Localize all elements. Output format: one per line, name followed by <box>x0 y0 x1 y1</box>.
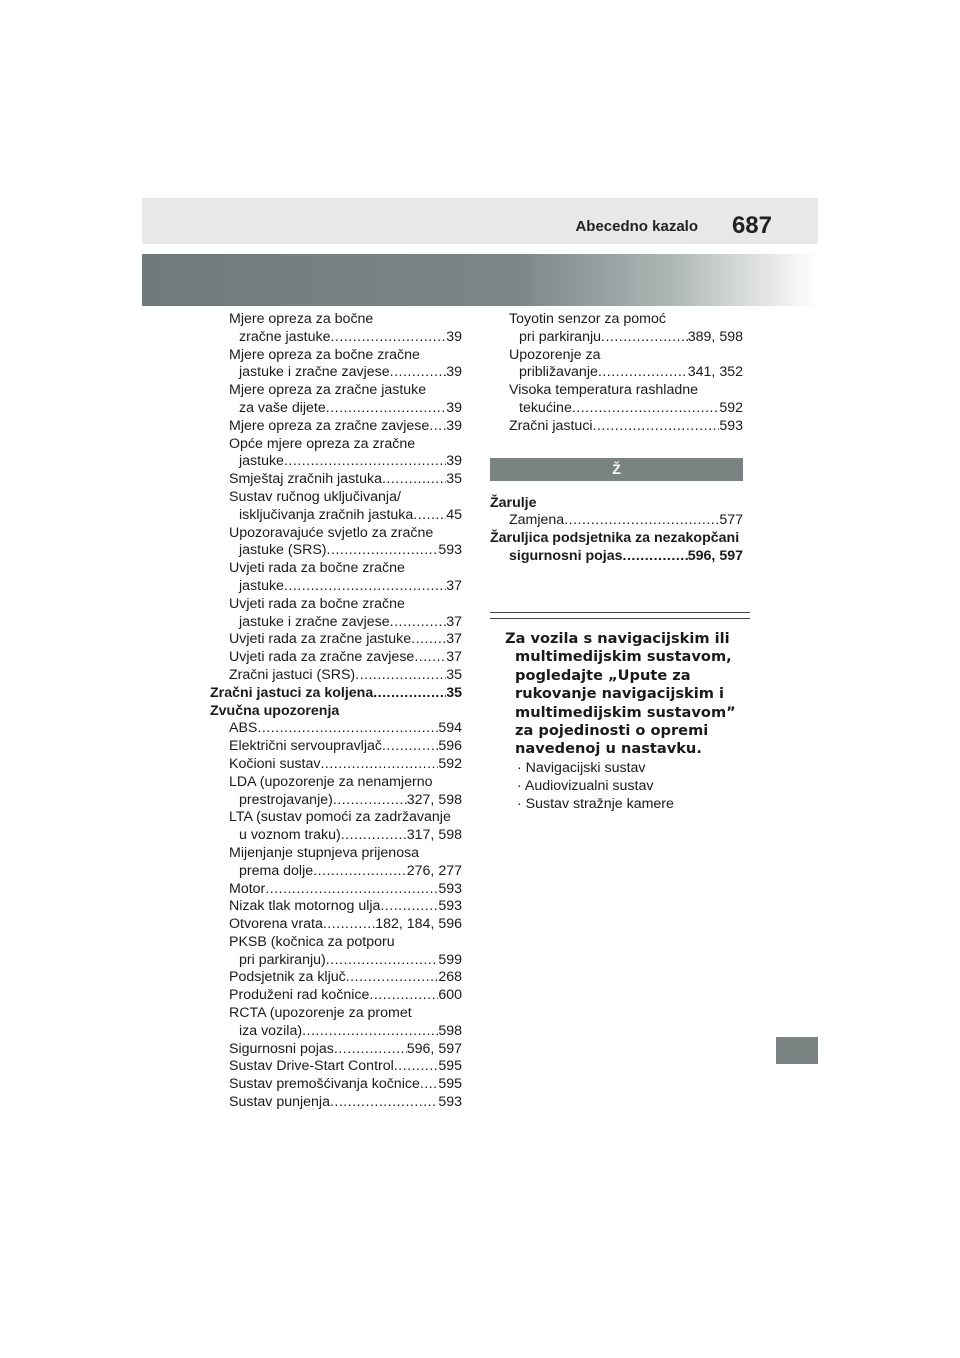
index-entry <box>210 898 462 916</box>
index-entry <box>210 827 462 845</box>
index-entry <box>490 400 743 418</box>
entry-page-ref: 593 <box>438 880 462 897</box>
entry-term: Zračni jastuci za koljena <box>210 684 374 701</box>
entry-page-ref: 595 <box>438 1058 462 1075</box>
leader-dots <box>284 578 446 596</box>
index-heading: Žarulje <box>490 494 537 511</box>
leader-dots <box>257 720 438 738</box>
leader-dots <box>390 614 447 632</box>
index-entry <box>210 1058 462 1076</box>
entry-term: Smještaj zračnih jastuka <box>229 471 382 488</box>
entry-term: Zračni jastuci <box>509 417 593 434</box>
index-heading: Mjere opreza za zračne jastuke <box>229 382 427 399</box>
index-entry <box>210 649 462 667</box>
index-entry <box>210 667 462 685</box>
index-heading: Mijenjanje stupnjeva prijenosa <box>229 844 420 861</box>
entry-page-ref: 593 <box>719 417 743 434</box>
section-title: Abecedno kazalo <box>575 218 698 235</box>
leader-dots <box>333 792 407 810</box>
entry-term: Nizak tlak motornog ulja <box>229 898 381 915</box>
entry-term: u voznom traku) <box>239 827 341 844</box>
index-entry <box>490 364 743 382</box>
leader-dots <box>593 418 720 436</box>
entry-term: Uvjeti rada za zračne jastuke <box>229 631 412 648</box>
entry-page-ref: 39 <box>446 399 462 416</box>
index-heading: Visoka temperatura rashladne <box>509 382 699 399</box>
entry-page-ref: 35 <box>446 471 462 488</box>
leader-dots <box>373 685 446 703</box>
leader-dots <box>284 453 446 471</box>
entry-page-ref: 327, 598 <box>406 791 462 808</box>
note-text: Za vozila s navigacijskim ili multimedijskim sustavom, pogledajte „Upute za rukovanje navigacijskim i multimedijskim sustavom” za pojedinosti o opremi navedenoj u nastavku. <box>505 630 736 758</box>
index-heading: Mjere opreza za bočne <box>229 311 374 327</box>
entry-term: Zamjena <box>509 512 565 529</box>
entry-term: jastuke (SRS) <box>239 542 327 559</box>
navigation-note <box>505 630 750 813</box>
index-entry <box>490 329 743 347</box>
entry-term: iza vozila) <box>239 1022 303 1039</box>
entry-term: pri parkiranju <box>519 328 602 345</box>
leader-dots <box>598 364 688 382</box>
entry-term: Električni servoupravljač <box>229 738 382 755</box>
entry-term: sigurnosni pojas <box>509 547 623 564</box>
entry-term: jastuke i zračne zavjese <box>239 364 390 381</box>
index-heading: Upozoravajuće svjetlo za zračne <box>229 524 434 541</box>
leader-dots <box>369 987 438 1005</box>
index-entry <box>210 720 462 738</box>
index-entry <box>210 471 462 489</box>
leader-dots <box>411 631 446 649</box>
entry-term: jastuke <box>239 453 284 470</box>
entry-page-ref: 276, 277 <box>406 862 462 879</box>
entry-term: Sustav premošćivanja kočnice <box>229 1076 420 1093</box>
entry-page-ref: 599 <box>438 951 462 968</box>
entry-page-ref: 596, 597 <box>406 1040 462 1057</box>
entry-page-ref: 317, 598 <box>406 827 462 844</box>
section-letter-bar: Ž <box>490 458 743 481</box>
leader-dots <box>413 507 446 525</box>
entry-term: Podsjetnik za ključ <box>229 969 346 986</box>
chapter-thumb-tab <box>776 1037 818 1064</box>
entry-term: Uvjeti rada za zračne zavjese <box>229 649 415 666</box>
entry-page-ref: 37 <box>446 631 462 648</box>
leader-dots <box>429 418 446 436</box>
entry-page-ref: 35 <box>446 666 462 683</box>
leader-dots <box>601 329 688 347</box>
entry-term: Produženi rad kočnice <box>229 987 370 1004</box>
leader-dots <box>302 1023 438 1041</box>
entry-page-ref: 39 <box>446 453 462 470</box>
entry-term: isključivanja zračnih jastuka <box>239 506 414 523</box>
index-heading: Mjere opreza za bočne zračne <box>229 346 420 363</box>
index-entry <box>210 1041 462 1059</box>
index-entry <box>490 512 743 530</box>
index-heading: Sustav ručnog uključivanja/ <box>229 488 401 505</box>
entry-page-ref: 593 <box>438 1094 462 1111</box>
index-column-left <box>210 311 462 1112</box>
index-heading: LDA (upozorenje za nenamjerno <box>229 773 433 790</box>
leader-dots <box>334 1041 407 1059</box>
index-entry <box>210 329 462 347</box>
leader-dots <box>313 863 407 881</box>
entry-term: jastuke i zračne zavjese <box>239 613 390 630</box>
index-heading: Upozorenje za <box>509 346 601 363</box>
index-entry <box>210 542 462 560</box>
index-entry <box>210 1076 462 1094</box>
index-entry <box>210 738 462 756</box>
entry-page-ref: 39 <box>446 417 462 434</box>
leader-dots <box>414 649 446 667</box>
index-heading: Uvjeti rada za bočne zračne <box>229 595 405 612</box>
entry-page-ref: 389, 598 <box>687 328 743 345</box>
entry-term: zračne jastuke <box>239 328 331 345</box>
entry-page-ref: 341, 352 <box>687 364 743 381</box>
entry-page-ref: 600 <box>438 987 462 1004</box>
leader-dots <box>346 969 439 987</box>
entry-term: ABS <box>229 720 258 737</box>
leader-dots <box>420 1076 438 1094</box>
entry-term: jastuke <box>239 577 284 594</box>
leader-dots <box>572 400 719 418</box>
entry-term: Otvorena vrata <box>229 916 323 933</box>
entry-term: Motor <box>229 880 266 897</box>
index-entry <box>210 614 462 632</box>
leader-dots <box>382 471 446 489</box>
index-heading: RCTA (upozorenje za promet <box>229 1005 412 1022</box>
page-number: 687 <box>731 212 772 239</box>
index-entry <box>210 1023 462 1041</box>
note-divider <box>490 612 750 619</box>
entry-page-ref: 37 <box>446 613 462 630</box>
entry-page-ref: 594 <box>438 720 462 737</box>
leader-dots <box>326 952 439 970</box>
index-entry <box>210 578 462 596</box>
leader-dots <box>382 738 438 756</box>
index-heading: LTA (sustav pomoći za zadržavanje <box>229 809 451 826</box>
index-heading: Uvjeti rada za bočne zračne <box>229 560 405 577</box>
index-entry <box>210 916 462 934</box>
leader-dots <box>330 1094 438 1112</box>
index-entry <box>210 881 462 899</box>
entry-page-ref: 35 <box>446 684 462 701</box>
entry-page-ref: 39 <box>446 328 462 345</box>
leader-dots <box>265 881 438 899</box>
entry-page-ref: 592 <box>438 755 462 772</box>
index-heading: Žaruljica podsjetnika za nezakopčani <box>490 530 740 547</box>
leader-dots <box>380 898 438 916</box>
entry-page-ref: 596 <box>438 738 462 755</box>
index-entry <box>210 969 462 987</box>
header-gradient-band <box>142 254 818 306</box>
index-heading: Opće mjere opreza za zračne <box>229 435 416 452</box>
entry-page-ref: 45 <box>446 506 462 523</box>
entry-term: tekućine <box>519 399 572 416</box>
index-entry <box>210 631 462 649</box>
note-item: · Audiovizualni sustav <box>517 777 654 794</box>
leader-dots <box>564 512 719 530</box>
index-heading: PKSB (kočnica za potporu <box>229 933 395 950</box>
index-column-right <box>490 311 743 566</box>
entry-page-ref: 593 <box>438 542 462 559</box>
note-item: · Navigacijski sustav <box>517 759 646 776</box>
entry-page-ref: 595 <box>438 1076 462 1093</box>
entry-page-ref: 37 <box>446 649 462 666</box>
entry-page-ref: 268 <box>438 969 462 986</box>
note-item: · Sustav stražnje kamere <box>517 795 674 812</box>
index-entry <box>210 1094 462 1112</box>
leader-dots <box>623 548 688 566</box>
entry-term: prema dolje <box>239 862 314 879</box>
index-entry <box>210 418 462 436</box>
index-entry <box>210 364 462 382</box>
entry-page-ref: 593 <box>438 898 462 915</box>
index-entry <box>210 952 462 970</box>
index-entry <box>210 863 462 881</box>
entry-page-ref: 577 <box>719 512 743 529</box>
entry-term: prestrojavanje) <box>239 791 333 808</box>
entry-term: približavanje <box>519 364 598 381</box>
index-heading: Zvučna upozorenja <box>210 702 340 719</box>
leader-dots <box>341 827 407 845</box>
entry-page-ref: 592 <box>719 399 743 416</box>
entry-term: za vaše dijete <box>239 399 326 416</box>
entry-term: Zračni jastuci (SRS) <box>229 666 356 683</box>
index-entry <box>490 548 743 566</box>
entry-term: pri parkiranju) <box>239 951 326 968</box>
leader-dots <box>390 364 447 382</box>
page-header <box>142 198 818 244</box>
index-entry <box>490 418 743 436</box>
entry-term: Mjere opreza za zračne zavjese <box>229 417 430 434</box>
index-group-zh <box>490 495 743 566</box>
index-entry <box>210 400 462 418</box>
leader-dots <box>394 1058 439 1076</box>
leader-dots <box>320 756 438 774</box>
entry-term: Kočioni sustav <box>229 755 321 772</box>
index-entry <box>210 756 462 774</box>
index-entry <box>210 685 462 703</box>
index-entry <box>210 453 462 471</box>
leader-dots <box>326 400 446 418</box>
index-entry <box>210 507 462 525</box>
entry-term: Sigurnosni pojas <box>229 1040 334 1057</box>
entry-page-ref: 596, 597 <box>687 547 743 564</box>
entry-term: Sustav punjenja <box>229 1094 330 1111</box>
leader-dots <box>330 329 446 347</box>
entry-page-ref: 39 <box>446 364 462 381</box>
entry-page-ref: 598 <box>438 1022 462 1039</box>
leader-dots <box>327 542 439 560</box>
index-group-t-v-z <box>490 311 743 436</box>
index-heading: Toyotin senzor za pomoć <box>509 311 666 327</box>
leader-dots <box>355 667 446 685</box>
entry-page-ref: 182, 184, 596 <box>375 916 462 933</box>
leader-dots <box>323 916 375 934</box>
index-entry <box>210 987 462 1005</box>
index-entry <box>210 792 462 810</box>
entry-page-ref: 37 <box>446 577 462 594</box>
entry-term: Sustav Drive-Start Control <box>229 1058 394 1075</box>
